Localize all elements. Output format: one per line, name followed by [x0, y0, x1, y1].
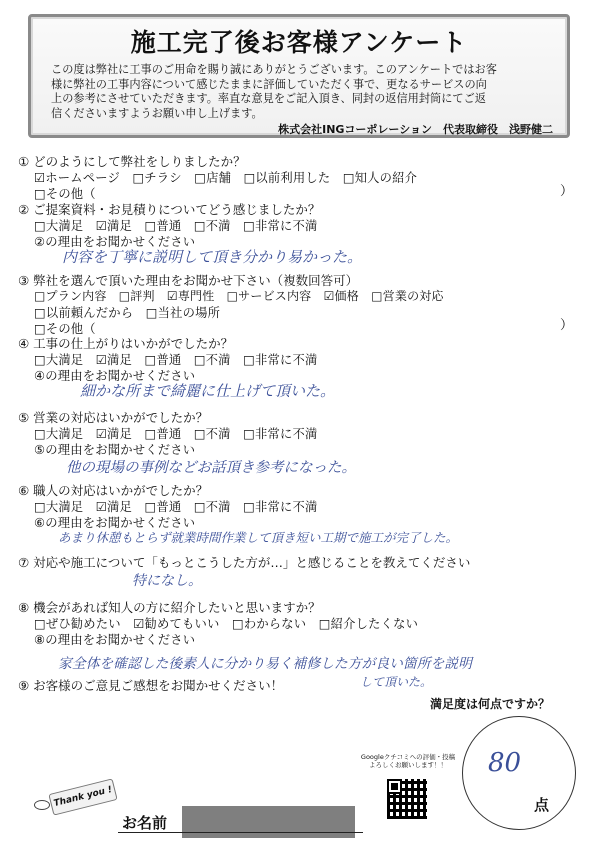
qr-code-icon[interactable] — [387, 779, 427, 819]
intro-text — [51, 63, 551, 121]
name-label: お名前 — [122, 814, 168, 832]
q3-other-close: ） — [560, 318, 574, 333]
q4-options[interactable]: □大満足 ☑満足 □普通 □不満 □非常に不満 — [34, 353, 318, 367]
question-6: ⑥ 職人の対応はいかがでしたか？ — [18, 483, 209, 498]
redacted-name — [182, 806, 355, 838]
q2-reason-label: ②の理由をお聞かせください — [34, 235, 196, 249]
q2-answer: 内容を丁寧に説明して頂き分かり易かった。 — [62, 248, 363, 266]
score-value: 80 — [488, 748, 522, 778]
q4-answer: 細かな所まで綺麗に仕上げて頂いた。 — [80, 382, 336, 400]
intro-line: 上の参考にさせていただきます。率直な意見をご記入頂き、同封の返信用封筒にてご返 — [51, 92, 486, 105]
question-5: ⑤ 営業の対応はいかがでしたか？ — [18, 410, 209, 425]
q2-options[interactable]: □大満足 ☑満足 □普通 □不満 □非常に不満 — [34, 219, 318, 233]
question-4: ④ 工事の仕上がりはいかがでしたか？ — [18, 336, 234, 351]
title-box — [28, 14, 570, 138]
q8-answer-line1: 家全体を確認した後素人に分かり易く補修した方が良い箇所を説明 — [58, 656, 472, 672]
q3-options-row1[interactable]: □プラン内容 □評判 ☑専門性 □サービス内容 ☑価格 □営業の対応 — [34, 289, 444, 303]
satisfaction-question: 満足度は何点ですか？ — [430, 697, 551, 711]
qr-block — [354, 753, 462, 827]
question-2: ② ご提案資料・お見積りについてどう感じましたか？ — [18, 202, 321, 217]
q1-other-close: ） — [560, 184, 574, 199]
qr-caption-1: Googleクチコミへの評価・投稿 — [360, 753, 456, 761]
q3-options-row2[interactable]: □以前頼んだから □当社の場所 — [34, 306, 221, 320]
q4-reason-label: ④の理由をお聞かせください — [34, 369, 196, 383]
q6-options[interactable]: □大満足 ☑満足 □普通 □不満 □非常に不満 — [34, 500, 318, 514]
intro-line: この度は弊社に工事のご用命を賜り誠にありがとうございます。このアンケートではお客 — [51, 63, 497, 76]
q8-options[interactable]: □ぜひ勧めたい ☑勧めてもいい □わからない □紹介したくない — [34, 617, 419, 631]
question-8: ⑧ 機会があれば知人の方に紹介したいと思いますか？ — [18, 600, 321, 615]
q3-other[interactable]: □その他（ — [34, 322, 96, 336]
question-7: ⑦ 対応や施工について「もっとこうした方が…」と感じることを教えてください — [18, 555, 471, 570]
tag-string-icon — [34, 800, 50, 810]
q7-answer: 特になし。 — [132, 573, 202, 589]
q5-options[interactable]: □大満足 ☑満足 □普通 □不満 □非常に不満 — [34, 427, 318, 441]
q1-options[interactable]: ☑ホームページ □チラシ □店舗 □以前利用した □知人の紹介 — [34, 171, 418, 185]
q8-reason-label: ⑧の理由をお聞かせください — [34, 633, 196, 647]
qr-caption-2: よろしくお願いします！！ — [369, 761, 447, 769]
name-underline — [118, 832, 363, 833]
score-unit: 点 — [534, 796, 550, 814]
q1-other[interactable]: □その他（ — [34, 187, 96, 201]
intro-line: 信くださいますようお願い申し上げます。 — [51, 106, 263, 120]
company-signature: 株式会社INGコーポレーション 代表取締役 浅野健二 — [278, 123, 553, 136]
q5-answer: 他の現場の事例などお話頂き参考になった。 — [66, 460, 356, 476]
question-3: ③ 弊社を選んで頂いた理由をお聞かせ下さい（複数回答可） — [18, 273, 359, 288]
q8-answer-line2: して頂いた。 — [360, 675, 433, 689]
question-1: ① どのようにして弊社をしりましたか？ — [18, 154, 246, 169]
intro-line: 様に弊社の工事内容について感じたままに評価していただく事で、更なるサービスの向 — [51, 77, 487, 91]
page-title: 施工完了後お客様アンケート — [130, 28, 468, 57]
q6-reason-label: ⑥の理由をお聞かせください — [34, 516, 196, 530]
q5-reason-label: ⑤の理由をお聞かせください — [34, 443, 196, 457]
thank-you-tag: Thank you ! — [48, 778, 117, 815]
question-9: ⑨ お客様のご意見ご感想をお聞かせください！ — [18, 678, 284, 693]
q6-answer: あまり休憩もとらず就業時間作業して頂き短い工期で施工が完了した。 — [58, 530, 459, 545]
